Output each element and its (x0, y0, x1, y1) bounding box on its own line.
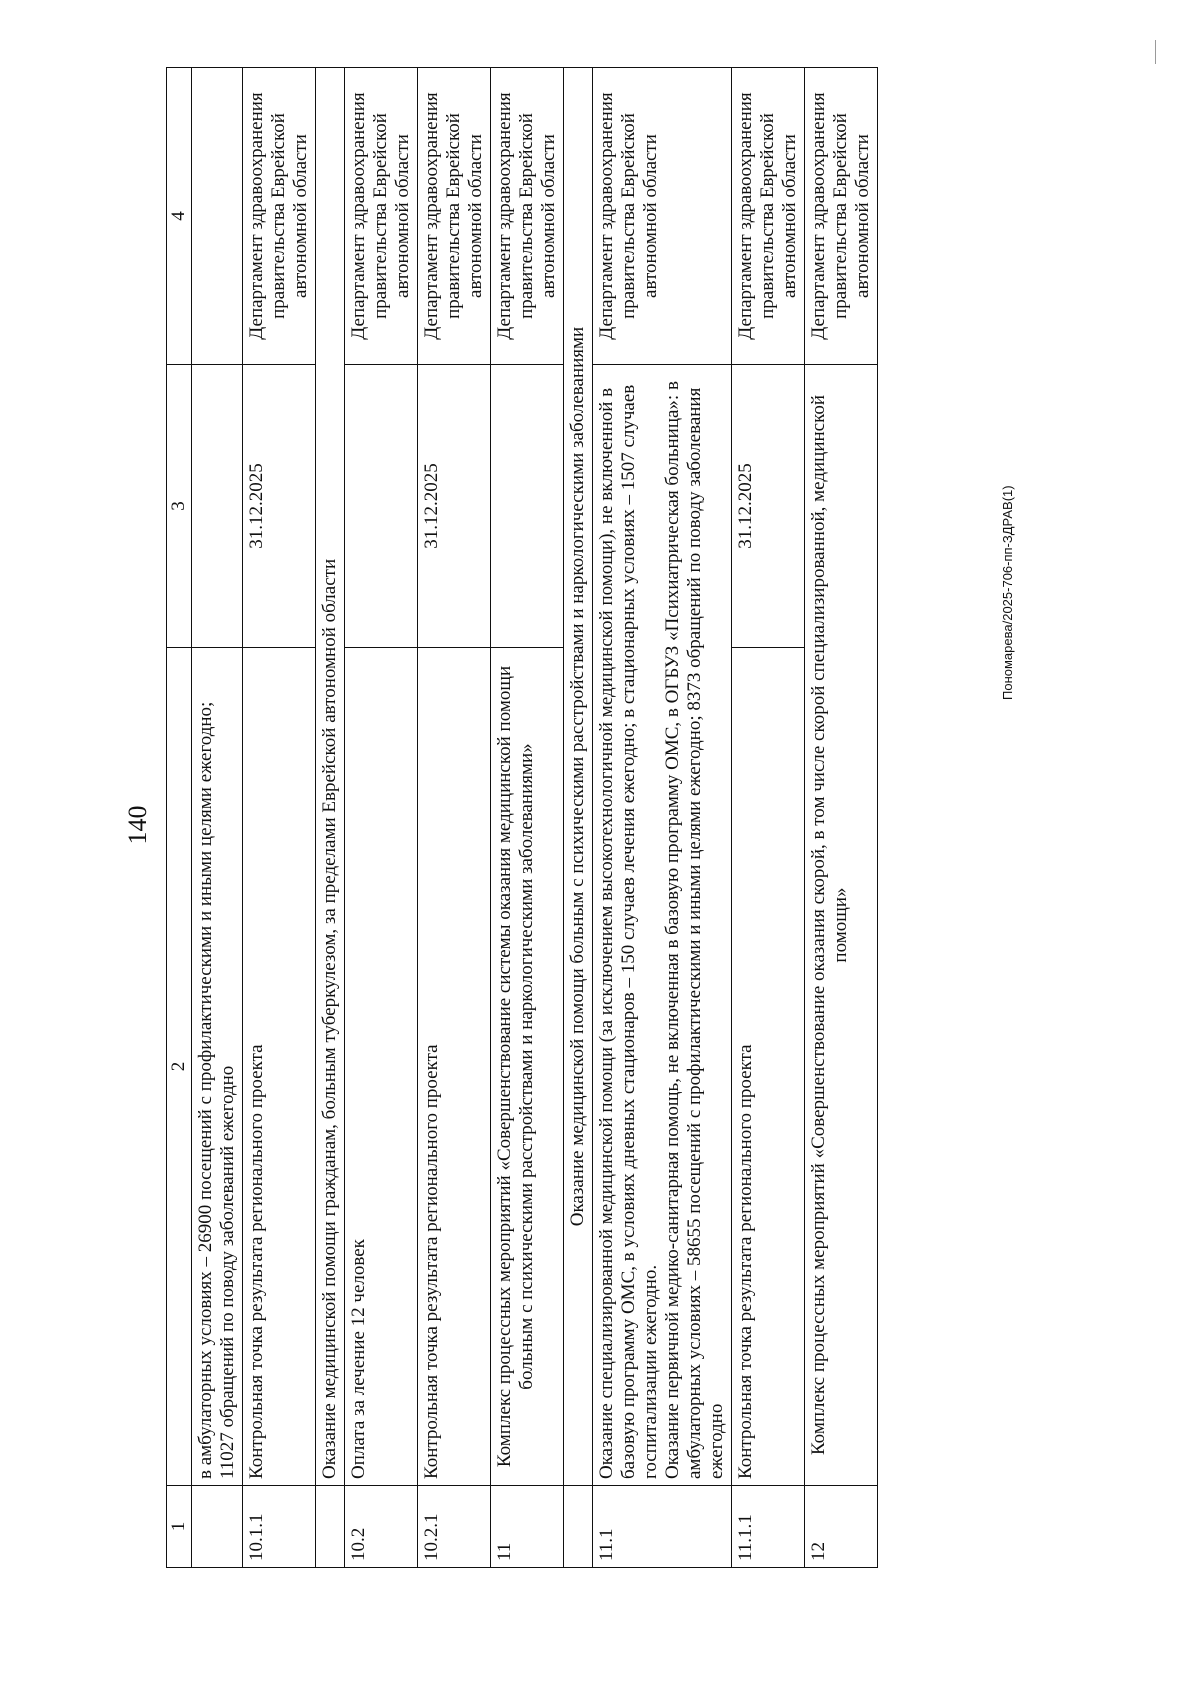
row-number: 10.1.1 (243, 1486, 316, 1568)
row-date-cell (192, 365, 243, 648)
row-number: 11 (491, 1486, 564, 1568)
row-description: Контрольная точка результата регионального проекта (732, 648, 805, 1486)
row-responsible: Департамент здравоохранения правительства Еврейской автономной области (491, 68, 564, 365)
table-row (418, 68, 491, 1568)
row-number: 11.1.1 (732, 1486, 805, 1568)
row-description: Контрольная точка результата регионального проекта (418, 648, 491, 1486)
row-description: Комплекс процессных мероприятий «Совершенствование системы оказания медицинской помощи больным с психическими расстройствами и наркологическими заболеваниями» (491, 648, 564, 1486)
row-date-cell (491, 365, 564, 648)
row-description: в амбулаторных условиях – 26900 посещений с профилактическими и иными целями ежегодно; 11027 обращений по поводу заболеваний ежегодно (192, 648, 243, 1486)
row-responsible: Департамент здравоохранения правительства Еврейской автономной области (345, 68, 418, 365)
column-number-4: 4 (167, 68, 192, 365)
column-number-2: 2 (167, 648, 192, 1486)
row-responsible: Департамент здравоохранения правительства Еврейской автономной области (732, 68, 805, 365)
row-description: Контрольная точка результата регионального проекта (243, 648, 316, 1486)
row-number: 10.2.1 (418, 1486, 491, 1568)
row-number: 12 (805, 1486, 878, 1568)
column-number-1: 1 (167, 1486, 192, 1568)
table-row (593, 68, 732, 1568)
scan-edge-mark (1155, 40, 1156, 64)
row-responsible: Департамент здравоохранения правительства Еврейской автономной области (243, 68, 316, 365)
row-number-cell (192, 1486, 243, 1568)
table-row (192, 68, 243, 1568)
section-title: Оказание медицинской помощи гражданам, больным туберкулезом, за пределами Еврейской автономной области (316, 68, 345, 1486)
row-responsible-cell (192, 68, 243, 365)
column-number-3: 3 (167, 365, 192, 648)
section-row (316, 68, 345, 1568)
row-responsible: Департамент здравоохранения правительства Еврейской автономной области (805, 68, 878, 365)
row-date: 31.12.2025 (732, 365, 805, 648)
row-date-cell (345, 365, 418, 648)
row-description-part-a: Оказание специализированной медицинской помощи (за исключением высокотехнологичной медицинской помощи), не включенной в базовую программу ОМС, в условиях дневных стационаров – 150 случаев лечения ежегодно; в стационарных условиях – 1507 случаев госпитализации ежегодно. (596, 384, 661, 1479)
footer-doc-code: Пономарева/2025-706-пп-ЗДРАВ(1) (1000, 485, 1015, 700)
section-title: Оказание медицинской помощи больным с психическими расстройствами и наркологическими заболеваниями (564, 68, 593, 1486)
rotated-page-content (166, 68, 1036, 1568)
row-description-part-b: Оказание первичной медико-санитарная помощь, не включенная в базовую программу ОМС, в ОГБУЗ «Психиатрическая больница»: в амбулаторных условиях – 58655 посещений с профилактическими и иными целями ежегодно; 8373 обращений по поводу заболевания ежегодно (662, 381, 727, 1479)
row-description: Оплата за лечение 12 человек (345, 648, 418, 1486)
table-row (805, 68, 878, 1568)
row-number: 10.2 (345, 1486, 418, 1568)
table-row (243, 68, 316, 1568)
section-row (564, 68, 593, 1568)
row-description (593, 365, 732, 1486)
table-header-row (167, 68, 192, 1568)
row-date: 31.12.2025 (418, 365, 491, 648)
section-number-cell (564, 1486, 593, 1568)
table-row (732, 68, 805, 1568)
table-row (491, 68, 564, 1568)
table-row (345, 68, 418, 1568)
row-date: 31.12.2025 (243, 365, 316, 648)
row-responsible: Департамент здравоохранения правительства Еврейской автономной области (418, 68, 491, 365)
row-number: 11.1 (593, 1486, 732, 1568)
measures-table (166, 67, 878, 1568)
page-number: 140 (123, 805, 152, 845)
row-responsible: Департамент здравоохранения правительства Еврейской автономной области (593, 68, 732, 365)
section-number-cell (316, 1486, 345, 1568)
row-description: Комплекс процессных мероприятий «Совершенствование оказания скорой, в том числе скорой специализированной, медицинской помощи» (805, 365, 878, 1486)
